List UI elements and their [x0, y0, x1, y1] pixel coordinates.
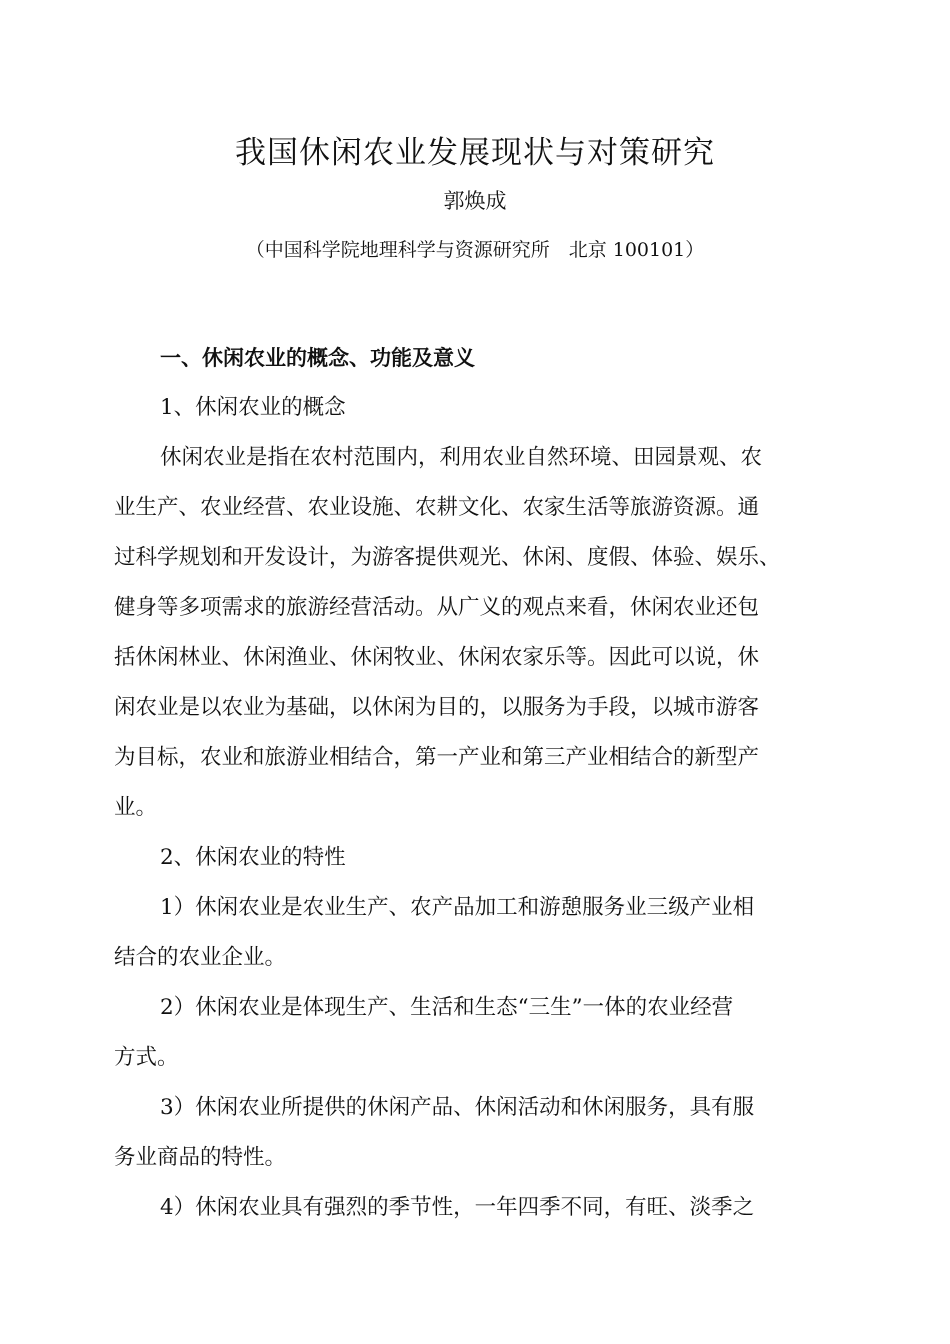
paragraph-line: 休闲农业是指在农村范围内，利用农业自然环境、田园景观、农 — [160, 445, 763, 470]
paragraph-line: 为目标，农业和旅游业相结合，第一产业和第三产业相结合的新型产 — [114, 745, 760, 770]
subsection-title: 1、休闲农业的概念 — [160, 395, 346, 420]
paragraph-line: 闲农业是以农业为基础，以休闲为目的，以服务为手段，以城市游客 — [114, 695, 760, 720]
document-title: 我国休闲农业发展现状与对策研究 — [235, 135, 715, 171]
paragraph-definition — [114, 433, 836, 833]
paragraph-line: 结合的农业企业。 — [114, 945, 287, 970]
paragraph-line: 1）休闲农业是农业生产、农产品加工和游憩服务业三级产业相 — [160, 895, 755, 920]
paragraph-line: 业生产、农业经营、农业设施、农耕文化、农家生活等旅游资源。通 — [114, 495, 760, 520]
author-name: 郭焕成 — [443, 189, 507, 213]
paragraph-line: 3）休闲农业所提供的休闲产品、休闲活动和休闲服务，具有服 — [160, 1095, 755, 1120]
paragraph-line: 业。 — [114, 795, 158, 820]
author-affiliation: （中国科学院地理科学与资源研究所 北京 100101） — [245, 239, 705, 261]
paragraph-line: 2）休闲农业是体现生产、生活和生态“三生”一体的农业经营 — [160, 995, 734, 1020]
subsection-title: 2、休闲农业的特性 — [160, 845, 346, 870]
body-text — [114, 333, 836, 1233]
list-item — [114, 983, 836, 1083]
paragraph-line: 4）休闲农业具有强烈的季节性，一年四季不同，有旺、淡季之 — [160, 1195, 755, 1220]
paragraph-line: 过科学规划和开发设计，为游客提供观光、休闲、度假、体验、娱乐、 — [114, 545, 781, 570]
paragraph-line: 方式。 — [114, 1045, 179, 1070]
section-heading: 一、休闲农业的概念、功能及意义 — [160, 346, 475, 370]
list-item — [114, 1083, 836, 1183]
list-item — [114, 883, 836, 983]
paragraph-line: 括休闲林业、休闲渔业、休闲牧业、休闲农家乐等。因此可以说，休 — [114, 645, 760, 670]
paragraph-line: 健身等多项需求的旅游经营活动。从广义的观点来看，休闲农业还包 — [114, 595, 760, 620]
paragraph-line: 务业商品的特性。 — [114, 1145, 287, 1170]
list-item — [114, 1183, 836, 1233]
